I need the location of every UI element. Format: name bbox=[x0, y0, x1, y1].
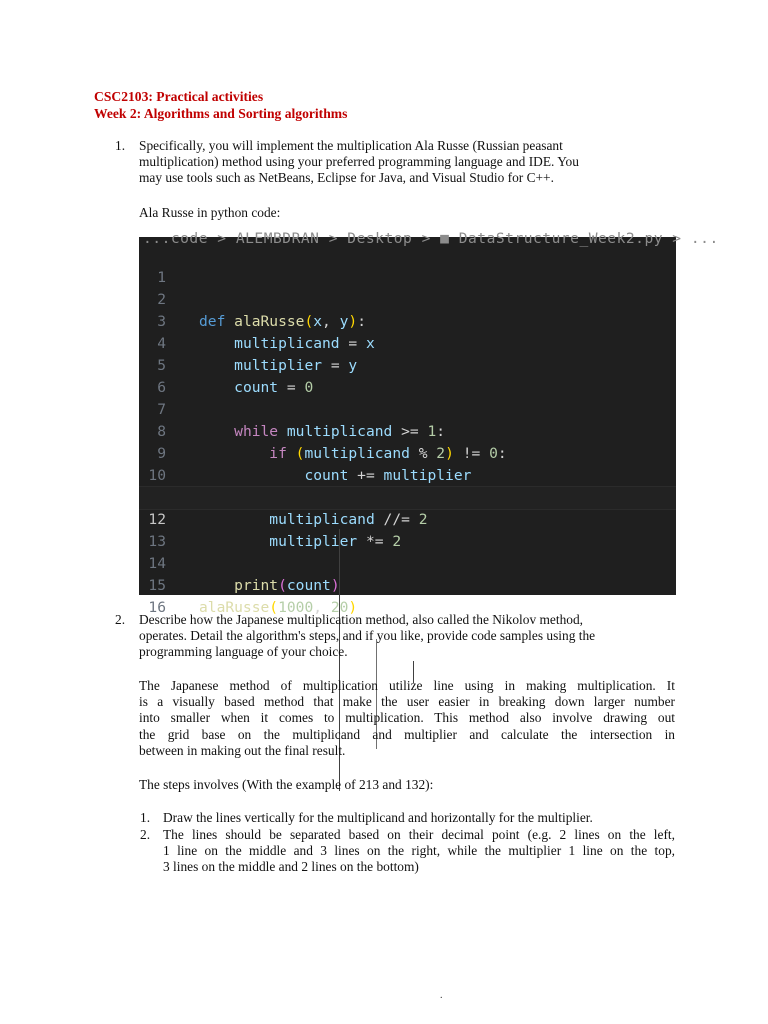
answer-paragraph bbox=[139, 678, 675, 759]
step-line: The lines should be separated based on their decimal point (e.g. 2 lines on the left, bbox=[163, 827, 675, 842]
step-1-text bbox=[163, 810, 675, 826]
question-1-line: Specifically, you will implement the multiplication Ala Russe (Russian peasant bbox=[139, 138, 563, 153]
question-1-text bbox=[139, 138, 675, 187]
code-line: 4 multiplier = y bbox=[157, 335, 358, 374]
code-line: 9 count += multiplier bbox=[157, 445, 472, 484]
question-1-number: 1. bbox=[115, 138, 126, 153]
question-2-line: operates. Detail the algorithm's steps, and if you like, provide code samples using the bbox=[139, 628, 596, 644]
question-2-text bbox=[139, 612, 675, 661]
code-line: 16 bbox=[148, 599, 166, 616]
step-line: 1 line on the middle and 3 lines on the right, while the multiplier 1 line on the top, bbox=[163, 843, 675, 859]
code-line: 14 print(count) bbox=[148, 555, 340, 594]
step-2-text bbox=[163, 827, 675, 876]
answer-line: The Japanese method of multiplication utilize line using in making multiplication. It bbox=[139, 678, 675, 693]
code-line: 13 bbox=[148, 533, 166, 550]
step-line: 3 lines on the middle and 2 lines on the bottom) bbox=[163, 859, 419, 875]
step-2-number: 2. bbox=[140, 827, 151, 842]
code-line: 10 bbox=[148, 467, 166, 484]
question-1-line: multiplication) method using your preferred programming language and IDE. You bbox=[139, 154, 579, 170]
course-title: CSC2103: Practical activities bbox=[94, 89, 264, 104]
step-1-number: 1. bbox=[140, 810, 151, 825]
steps-intro: The steps involves (With the example of 213 and 132): bbox=[139, 777, 434, 792]
code-line: multiplicand //= 2 bbox=[269, 511, 428, 528]
question-1-line: may use tools such as NetBeans, Eclipse for Java, and Visual Studio for C++. bbox=[139, 170, 554, 186]
code-line: 8 if (multiplicand % 2) != 0: bbox=[157, 423, 507, 462]
code-line: 7 while multiplicand >= 1: bbox=[157, 401, 446, 440]
question-2-number: 2. bbox=[115, 612, 126, 627]
code-line: 3 multiplicand = x bbox=[157, 313, 375, 352]
question-2-line: programming language of your choice. bbox=[139, 644, 348, 660]
code-screenshot bbox=[139, 230, 719, 616]
code-line: 15 alaRusse(1000, 20) bbox=[148, 577, 358, 616]
code-line: 1 bbox=[157, 269, 166, 286]
answer-line: is a visually based method that make the user easier in breaking down larger number bbox=[139, 694, 675, 710]
question-2-line: Describe how the Japanese multiplication method, also called the Nikolov method, bbox=[139, 612, 584, 627]
code-line: 6 bbox=[157, 379, 166, 396]
code-line: 5 count = 0 bbox=[157, 357, 314, 396]
week-title: Week 2: Algorithms and Sorting algorithms bbox=[94, 106, 348, 121]
code-line-active: 12 multiplier *= 2 bbox=[139, 486, 676, 510]
footer-mark: . bbox=[440, 990, 443, 1001]
code-breadcrumb-fragment: ...code > ALEMBDRAN > Desktop > ■ DataStructure_Week2.py > ... bbox=[139, 237, 676, 245]
answer-line: the grid base on the multiplicand and multiplier and calculate the intersection in bbox=[139, 726, 675, 742]
answer-line: into smaller when it comes to multiplication. This method also involve drawing out bbox=[139, 710, 675, 726]
code-line: 2 def alaRusse(x, y): bbox=[157, 291, 367, 330]
answer-line: between in making out the final result. bbox=[139, 742, 346, 758]
step-line: Draw the lines vertically for the multiplicand and horizontally for the multiplier. bbox=[163, 810, 593, 825]
code-caption: Ala Russe in python code: bbox=[139, 205, 281, 220]
